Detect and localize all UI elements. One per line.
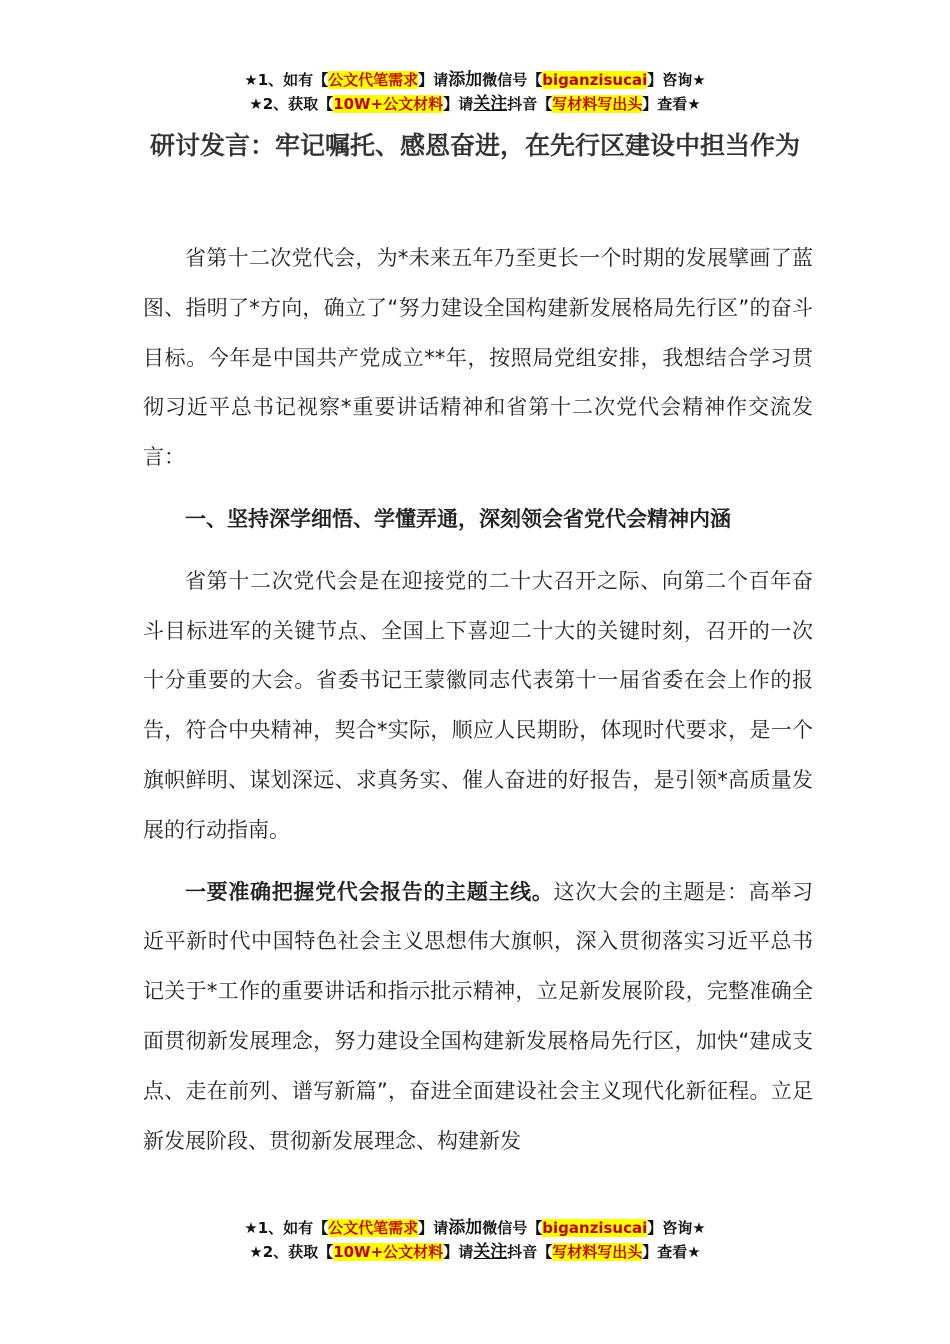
section-heading: 一、坚持深学细悟、学懂弄通，深刻领会省党代会精神内涵 — [185, 506, 731, 531]
banner-text: 微信号【 — [482, 1219, 543, 1237]
banner-text: ★1、如有【 — [244, 1219, 329, 1237]
banner-text: 】查看★ — [642, 95, 701, 113]
banner-text: ★2、获取【 — [249, 1243, 334, 1261]
banner-text: 】请 — [418, 71, 449, 89]
banner-highlight: 10W+公文材料 — [333, 95, 444, 113]
banner-text: 关注 — [473, 1242, 508, 1262]
footer-banner — [0, 1216, 950, 1264]
banner-text: ★2、获取【 — [249, 95, 334, 113]
banner-highlight: 公文代笔需求 — [328, 1219, 419, 1237]
banner-text: 】请 — [443, 1243, 474, 1261]
banner-highlight: 写材料写出头 — [552, 1243, 643, 1261]
document-title: 研讨发言：牢记嘱托、感恩奋进，在先行区建设中担当作为 — [149, 131, 800, 160]
banner-highlight: 10W+公文材料 — [333, 1243, 444, 1261]
banner-text: 】查看★ — [642, 1243, 701, 1261]
banner-line-2 — [0, 92, 950, 116]
banner-text: ★1、如有【 — [244, 71, 329, 89]
banner-text: 抖音【 — [507, 1243, 553, 1261]
header-banner — [0, 68, 950, 116]
paragraph-lead: 一要准确把握党代会报告的主题主线。 — [185, 879, 554, 904]
banner-text: 关注 — [473, 94, 508, 114]
paragraph: 省第十二次党代会是在迎接党的二十大召开之际、向第二个百年奋斗目标进军的关键节点、全国上下喜迎二十大的关键时刻，召开的一次十分重要的大会。省委书记王蒙徽同志代表第十一届省委在会上作的报告，符合中央精神，契合*实际，顺应人民期盼，体现时代要求，是一个旗帜鲜明、谋划深远、求真务实、催人奋进的好报告，是引领*高质量发展的行动指南。 — [143, 568, 813, 842]
banner-highlight: biganzisucai — [542, 1219, 648, 1237]
paragraph: 省第十二次党代会，为*未来五年乃至更长一个时期的发展擘画了蓝图、指明了*方向，确立了“努力建设全国构建新发展格局先行区”的奋斗目标。今年是中国共产党成立**年，按照局党组安排，我想结合学习贯彻习近平总书记视察*重要讲话精神和省第十二次党代会精神作交流发言： — [143, 246, 813, 470]
paragraph-text: 这次大会的主题是：高举习近平新时代中国特色社会主义思想伟大旗帜，深入贯彻落实习近平总书记关于*工作的重要讲话和指示批示精神，立足新发展阶段，完整准确全面贯彻新发展理念，努力建设全国构建新发展格局先行区，加快“建成支点、走在前列、谱写新篇”，奋进全面建设社会主义现代化新征程。立足新发展阶段、贯彻新发展理念、构建新发 — [143, 879, 814, 1153]
paragraph — [143, 868, 813, 1167]
document-body — [143, 234, 813, 1166]
banner-text: 】请 — [443, 95, 474, 113]
banner-text: 添加 — [448, 1218, 483, 1238]
banner-line-1 — [0, 1216, 950, 1240]
banner-text: 】咨询★ — [647, 1219, 706, 1237]
banner-line-2 — [0, 1240, 950, 1264]
banner-text: 】咨询★ — [647, 71, 706, 89]
banner-highlight: 公文代笔需求 — [328, 71, 419, 89]
banner-text: 抖音【 — [507, 95, 553, 113]
banner-text: 】请 — [418, 1219, 449, 1237]
banner-line-1 — [0, 68, 950, 92]
banner-highlight: 写材料写出头 — [552, 95, 643, 113]
banner-text: 添加 — [448, 70, 483, 90]
banner-highlight: biganzisucai — [542, 71, 648, 89]
banner-text: 微信号【 — [482, 71, 543, 89]
